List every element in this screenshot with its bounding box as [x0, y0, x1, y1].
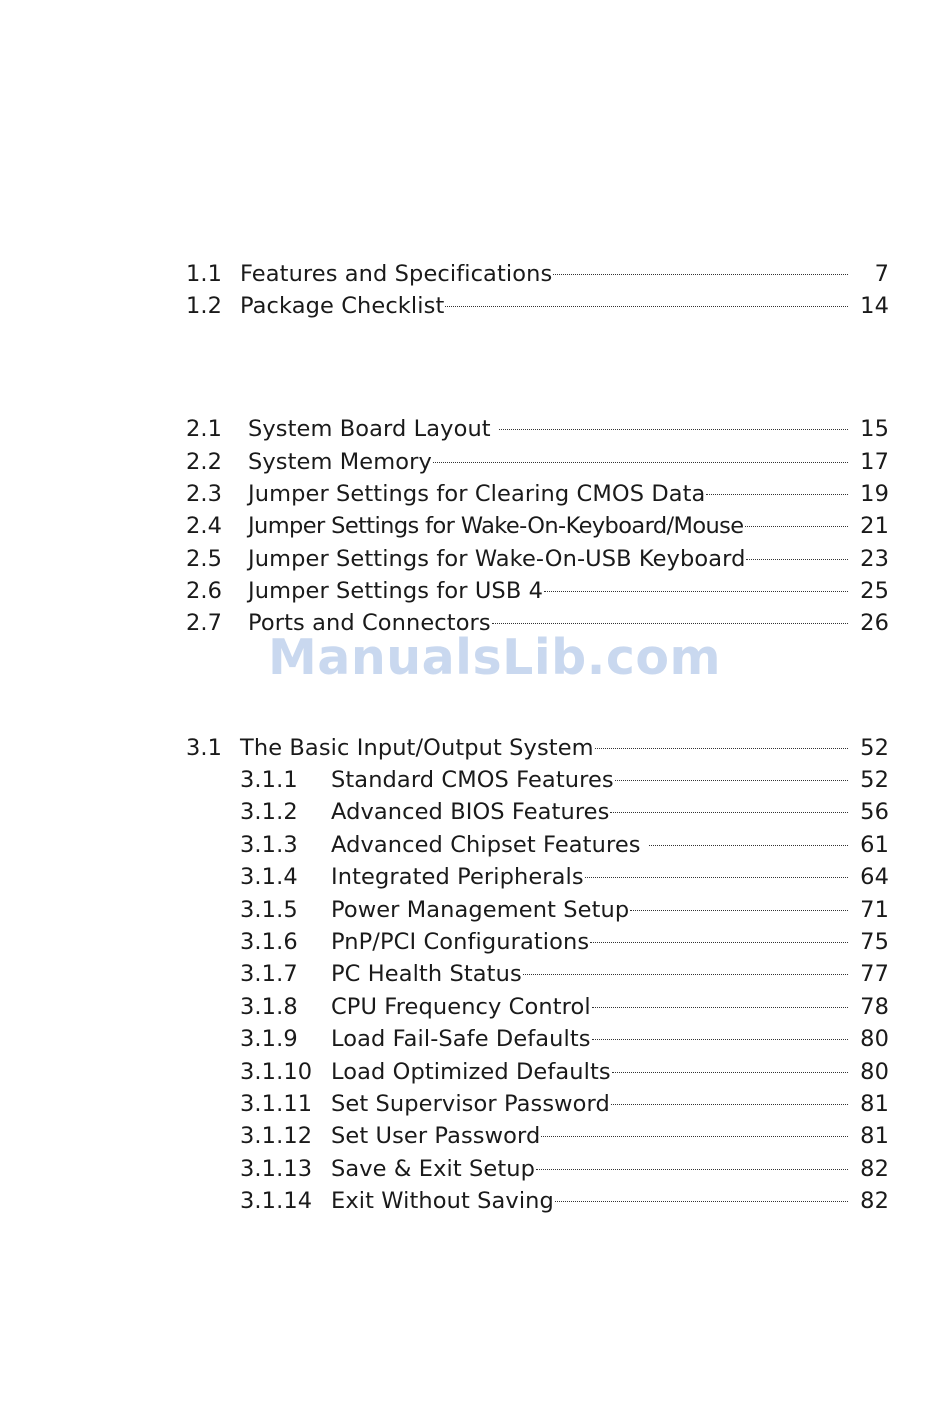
toc-entry-page: 80	[860, 1026, 889, 1052]
toc-subentry[interactable]	[0, 829, 950, 861]
toc-entry-page: 52	[860, 767, 889, 793]
toc-entry-number: 3.1.1	[240, 767, 298, 793]
toc-entry-number: 3.1.13	[240, 1156, 313, 1182]
toc-entry[interactable]	[0, 258, 950, 290]
toc-entry-page: 21	[860, 513, 889, 539]
toc-entry-number: 3.1.7	[240, 961, 298, 987]
dot-leader	[610, 812, 848, 813]
toc-entry-page: 81	[860, 1091, 889, 1117]
dot-leader	[630, 910, 848, 911]
dot-leader	[544, 591, 848, 592]
toc-subentry[interactable]	[0, 764, 950, 796]
toc-entry-number: 3.1.9	[240, 1026, 298, 1052]
toc-entry-title: Save & Exit Setup	[331, 1156, 536, 1182]
dot-leader	[445, 306, 848, 307]
dot-leader	[433, 462, 848, 463]
toc-entry-title: Advanced BIOS Features	[331, 799, 610, 825]
toc-entry-number: 3.1	[186, 735, 223, 761]
toc-entry-number: 2.2	[186, 449, 223, 475]
toc-entry[interactable]	[0, 732, 950, 764]
toc-entry-page: 26	[860, 610, 889, 636]
toc-entry-page: 19	[860, 481, 889, 507]
dot-leader	[746, 559, 848, 560]
toc-entry[interactable]	[0, 575, 950, 607]
toc-entry-page: 78	[860, 994, 889, 1020]
toc-entry-number: 3.1.3	[240, 832, 298, 858]
dot-leader	[585, 877, 848, 878]
toc-entry-page: 23	[860, 546, 889, 572]
dot-leader	[649, 845, 848, 846]
toc-entry-page: 17	[860, 449, 889, 475]
toc-entry-number: 2.1	[186, 416, 223, 442]
toc-subentry[interactable]	[0, 1120, 950, 1152]
toc-entry-title: Load Optimized Defaults	[331, 1059, 611, 1085]
dot-leader	[706, 494, 848, 495]
watermark-text: ManualsLib.com	[268, 629, 722, 686]
toc-entry-number: 3.1.8	[240, 994, 298, 1020]
toc-entry-title: CPU Frequency Control	[331, 994, 591, 1020]
toc-entry-page: 7	[874, 261, 889, 287]
toc-entry-number: 3.1.6	[240, 929, 298, 955]
toc-subentry[interactable]	[0, 796, 950, 828]
toc-entry-page: 56	[860, 799, 889, 825]
toc-entry-page: 15	[860, 416, 889, 442]
dot-leader	[615, 780, 848, 781]
toc-entry-title: Jumper Settings for Wake-On-Keyboard/Mouse	[248, 513, 744, 539]
toc-entry-title: Package Checklist	[240, 293, 445, 319]
toc-subentry[interactable]	[0, 1185, 950, 1217]
toc-entry-page: 64	[860, 864, 889, 890]
toc-entry-title: Jumper Settings for Wake-On-USB Keyboard	[248, 546, 746, 572]
dot-leader	[595, 748, 848, 749]
toc-subentry[interactable]	[0, 958, 950, 990]
toc-entry-number: 3.1.10	[240, 1059, 313, 1085]
toc-entry-number: 3.1.12	[240, 1123, 313, 1149]
toc-entry-title: Jumper Settings for USB 4	[248, 578, 544, 604]
toc-entry-title: Set Supervisor Password	[331, 1091, 610, 1117]
toc-entry-title: Jumper Settings for Clearing CMOS Data	[248, 481, 706, 507]
toc-entry-title: Features and Specifications	[240, 261, 553, 287]
dot-leader	[553, 274, 848, 275]
dot-leader	[523, 974, 848, 975]
toc-entry-number: 3.1.14	[240, 1188, 313, 1214]
toc-entry-number: 2.7	[186, 610, 223, 636]
dot-leader	[745, 526, 848, 527]
dot-leader	[592, 1039, 848, 1040]
toc-entry-title: PnP/PCI Configurations	[331, 929, 590, 955]
toc-subentry[interactable]	[0, 926, 950, 958]
toc-entry-page: 81	[860, 1123, 889, 1149]
toc-entry-page: 61	[860, 832, 889, 858]
toc-entry-page: 77	[860, 961, 889, 987]
toc-entry[interactable]	[0, 478, 950, 510]
toc-entry-title: Integrated Peripherals	[331, 864, 584, 890]
toc-entry-title: Exit Without Saving	[331, 1188, 554, 1214]
toc-entry-number: 3.1.5	[240, 897, 298, 923]
toc-entry-title: Standard CMOS Features	[331, 767, 614, 793]
toc-entry[interactable]	[0, 413, 950, 445]
toc-entry-title: Load Fail-Safe Defaults	[331, 1026, 591, 1052]
toc-entry[interactable]	[0, 446, 950, 478]
dot-leader	[612, 1072, 848, 1073]
toc-entry-page: 75	[860, 929, 889, 955]
dot-leader	[536, 1169, 848, 1170]
toc-entry[interactable]	[0, 543, 950, 575]
dot-leader	[541, 1136, 848, 1137]
toc-entry-page: 14	[860, 293, 889, 319]
toc-entry-number: 3.1.2	[240, 799, 298, 825]
toc-entry-title: The Basic Input/Output System	[240, 735, 594, 761]
toc-entry-title: Power Management Setup	[331, 897, 630, 923]
toc-subentry[interactable]	[0, 1023, 950, 1055]
toc-entry-title: Advanced Chipset Features	[331, 832, 641, 858]
dot-leader	[555, 1201, 848, 1202]
toc-entry-title: System Memory	[248, 449, 432, 475]
toc-entry-number: 2.4	[186, 513, 223, 539]
toc-entry-number: 1.1	[186, 261, 223, 287]
toc-entry-page: 80	[860, 1059, 889, 1085]
dot-leader	[611, 1104, 848, 1105]
dot-leader	[492, 623, 848, 624]
toc-subentry[interactable]	[0, 1056, 950, 1088]
toc-entry-title: Set User Password	[331, 1123, 541, 1149]
toc-entry-number: 3.1.11	[240, 1091, 313, 1117]
toc-entry-page: 25	[860, 578, 889, 604]
toc-subentry[interactable]	[0, 1153, 950, 1185]
toc-entry-page: 71	[860, 897, 889, 923]
toc-entry-page: 52	[860, 735, 889, 761]
toc-entry[interactable]	[0, 290, 950, 322]
toc-subentry[interactable]	[0, 991, 950, 1023]
toc-entry[interactable]	[0, 510, 950, 542]
toc-entry-number: 3.1.4	[240, 864, 298, 890]
dot-leader	[592, 1007, 848, 1008]
toc-entry-number: 2.3	[186, 481, 223, 507]
toc-entry-page: 82	[860, 1188, 889, 1214]
toc-subentry[interactable]	[0, 894, 950, 926]
toc-entry-title: PC Health Status	[331, 961, 522, 987]
toc-entry-title: System Board Layout	[248, 416, 491, 442]
dot-leader	[499, 429, 848, 430]
toc-subentry[interactable]	[0, 861, 950, 893]
toc-entry-number: 2.6	[186, 578, 223, 604]
toc-entry-number: 1.2	[186, 293, 223, 319]
dot-leader	[590, 942, 848, 943]
toc-entry-number: 2.5	[186, 546, 223, 572]
toc-entry-title: Ports and Connectors	[248, 610, 491, 636]
toc-subentry[interactable]	[0, 1088, 950, 1120]
toc-entry-page: 82	[860, 1156, 889, 1182]
